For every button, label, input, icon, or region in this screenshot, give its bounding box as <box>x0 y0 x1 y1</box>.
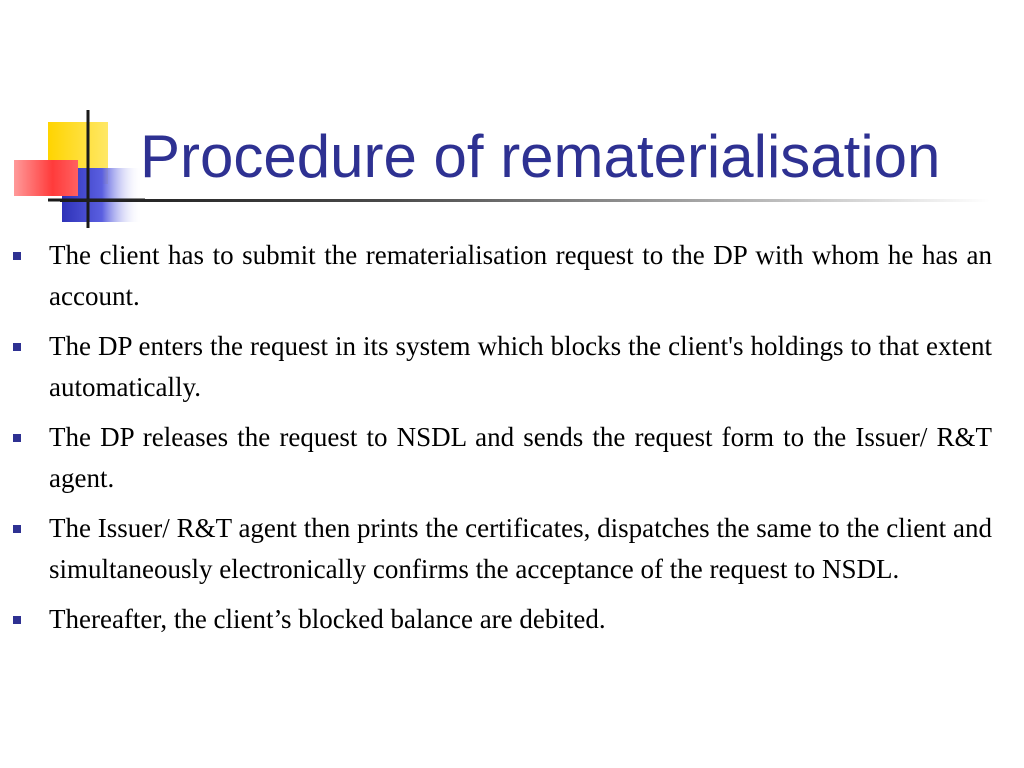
bullet-text: Thereafter, the client’s blocked balance are debited. <box>49 604 606 634</box>
bullet-list <box>0 235 1024 649</box>
title-decoration-icon <box>0 0 150 240</box>
bullet-text: The DP releases the request to NSDL and sends the request form to the Issuer/ R&T agent. <box>49 422 992 493</box>
square-bullet-icon <box>13 616 21 624</box>
bullet-item <box>0 508 1024 590</box>
bullet-text: The Issuer/ R&T agent then prints the certificates, dispatches the same to the client and simultaneously electronically confirms the acceptance of the request to NSDL. <box>49 513 992 584</box>
bullet-item <box>0 599 1024 640</box>
square-bullet-icon <box>13 343 21 351</box>
slide-title: Procedure of rematerialisation <box>140 123 941 190</box>
square-bullet-icon <box>13 434 21 442</box>
title-underline <box>60 199 990 202</box>
bullet-text: The client has to submit the rematerialisation request to the DP with whom he has an account. <box>49 240 992 311</box>
square-bullet-icon <box>13 252 21 260</box>
bullet-item <box>0 417 1024 499</box>
bullet-item <box>0 235 1024 317</box>
square-bullet-icon <box>13 525 21 533</box>
bullet-item <box>0 326 1024 408</box>
bullet-text: The DP enters the request in its system which blocks the client's holdings to that extent automatically. <box>49 331 992 402</box>
